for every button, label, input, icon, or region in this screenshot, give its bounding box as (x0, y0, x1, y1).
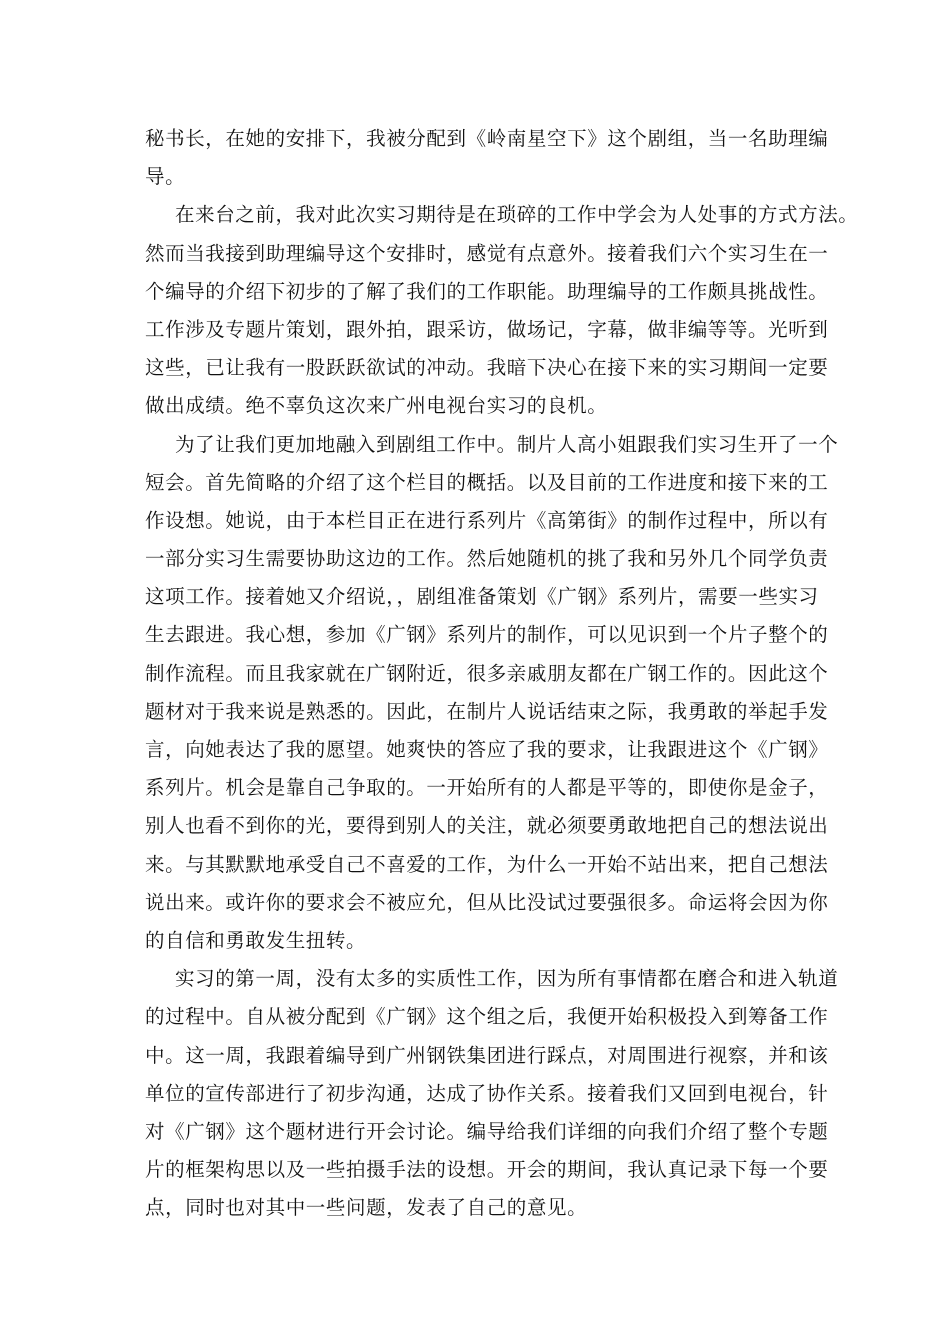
paragraph-start-line: 为了让我们更加地融入到剧组工作中。制片人高小姐跟我们实习生开了一个 (175, 432, 839, 456)
text-line: 短会。首先简略的介绍了这个栏目的概括。以及目前的工作进度和接下来的工 (145, 470, 829, 494)
text-line: 生去跟进。我心想，参加《广钢》系列片的制作，可以见识到一个片子整个的 (145, 623, 829, 647)
text-line: 言，向她表达了我的愿望。她爽快的答应了我的要求，让我跟进这个《广钢》 (145, 738, 829, 761)
text-line: 中。这一周，我跟着编导到广州钢铁集团进行踩点，对周围进行视察，并和该 (145, 1043, 829, 1067)
text-line: 单位的宣传部进行了初步沟通，达成了协作关系。接着我们又回到电视台，针 (145, 1081, 829, 1105)
text-line: 制作流程。而且我家就在广钢附近，很多亲戚朋友都在广钢工作的。因此这个 (145, 661, 829, 685)
text-line: 片的框架构思以及一些拍摄手法的设想。开会的期间，我认真记录下每一个要 (145, 1158, 829, 1182)
text-line: 作设想。她说，由于本栏目正在进行系列片《高第街》的制作过程中，所以有 (145, 508, 829, 532)
text-line: 题材对于我来说是熟悉的。因此，在制片人说话结束之际，我勇敢的举起手发 (145, 699, 829, 723)
text-line: 工作涉及专题片策划，跟外拍，跟采访，做场记，字幕，做非编等等。光听到 (145, 317, 829, 341)
text-line: 的过程中。自从被分配到《广钢》这个组之后，我便开始积极投入到筹备工作 (145, 1005, 829, 1029)
text-line: 个编导的介绍下初步的了解了我们的工作职能。助理编导的工作颇具挑战性。 (145, 279, 829, 303)
text-line: 这项工作。接着她又介绍说，，剧组准备策划《广钢》系列片，需要一些实习 (145, 585, 819, 609)
paragraph-start-line: 在来台之前，我对此次实习期待是在琐碎的工作中学会为人处事的方式方法。 (175, 203, 859, 227)
text-line: 然而当我接到助理编导这个安排时，感觉有点意外。接着我们六个实习生在一 (145, 241, 829, 265)
text-line: 一部分实习生需要协助这边的工作。然后她随机的挑了我和另外几个同学负责 (145, 547, 829, 571)
text-line: 说出来。或许你的要求会不被应允，但从比没试过要强很多。命运将会因为你 (145, 890, 829, 914)
text-line: 别人也看不到你的光，要得到别人的关注，就必须要勇敢地把自己的想法说出 (145, 814, 829, 838)
text-line: 导。 (145, 165, 186, 189)
document-body (145, 120, 859, 1227)
text-line: 对《广钢》这个题材进行开会讨论。编导给我们详细的向我们介绍了整个专题 (145, 1119, 829, 1143)
text-line: 来。与其默默地承受自己不喜爱的工作，为什么一开始不站出来，把自己想法 (145, 852, 829, 876)
paragraph-start-line: 实习的第一周，没有太多的实质性工作，因为所有事情都在磨合和进入轨道 (175, 967, 839, 991)
text-line: 这些，已让我有一股跃跃欲试的冲动。我暗下决心在接下来的实习期间一定要 (145, 356, 829, 380)
text-line: 秘书长，在她的安排下，我被分配到《岭南星空下》这个剧组，当一名助理编 (145, 127, 829, 150)
text-line: 的自信和勇敢发生扭转。 (145, 928, 367, 952)
text-line: 系列片。机会是靠自己争取的。一开始所有的人都是平等的，即使你是金子， (145, 776, 829, 800)
text-line: 做出成绩。绝不辜负这次来广州电视台实习的良机。 (145, 394, 608, 418)
text-line: 点，同时也对其中一些问题，发表了自己的意见。 (145, 1196, 588, 1220)
